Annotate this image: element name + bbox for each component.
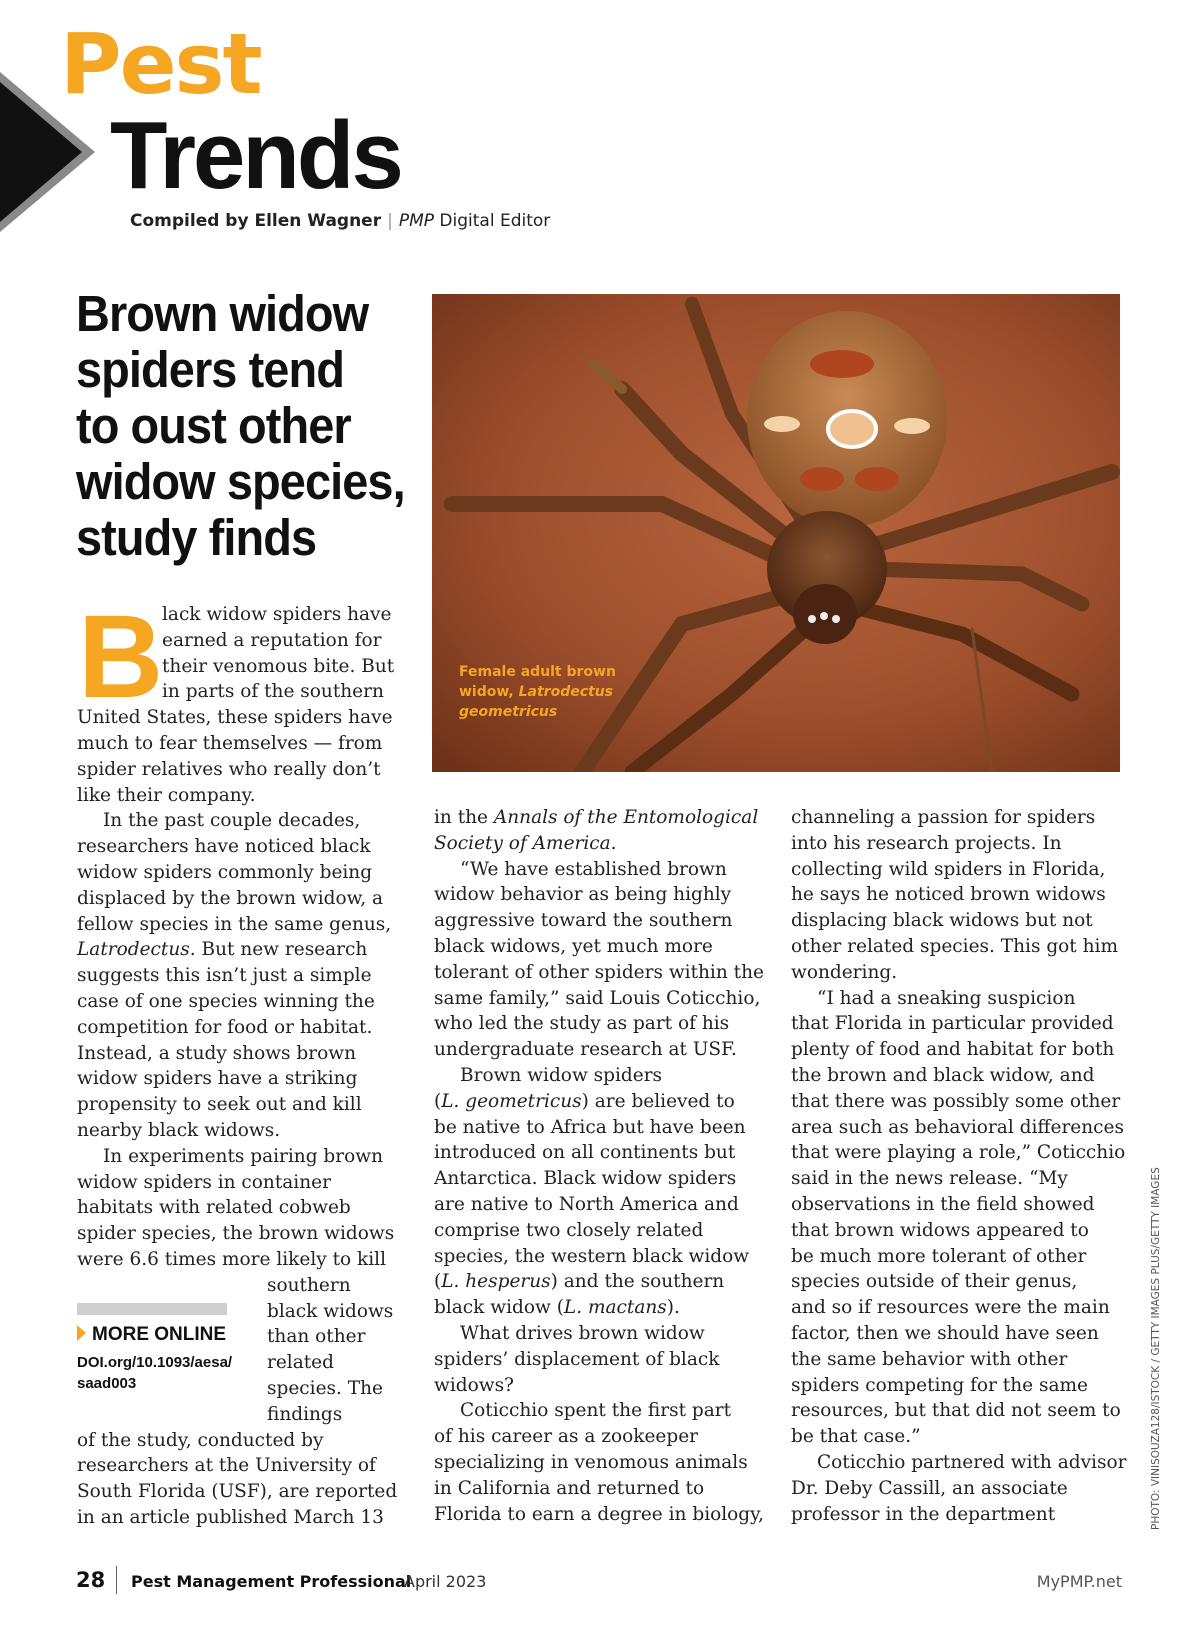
body-text-line: black widows, yet much more (434, 935, 713, 957)
caption-line (459, 702, 659, 722)
body-text-line: lack widow spiders have (162, 604, 392, 625)
body-text-line: and so if resources were the main (791, 1297, 1110, 1319)
caption-species: geometricus (459, 704, 558, 720)
body-text-line: who led the study as part of his (434, 1013, 730, 1035)
body-text-line: the same behavior with other (791, 1348, 1068, 1370)
more-online-label: MORE ONLINE (92, 1324, 227, 1345)
body-text-line: professor in the department (791, 1503, 1056, 1525)
body-text-line: spiders’ displacement of black (434, 1348, 720, 1370)
body-text-line: much to fear themselves — from (77, 732, 383, 754)
more-online-link-line[interactable]: saad003 (77, 1375, 137, 1392)
body-text-line: that Florida in particular provided (791, 1013, 1114, 1035)
headline-line: Brown widow (76, 285, 369, 342)
body-text-line: Society of America. (434, 832, 617, 854)
body-text-line: displacing black widows but not (791, 910, 1093, 932)
body-text-line: suggests this isn’t just a simple (77, 965, 372, 987)
body-text-line: than other (267, 1326, 366, 1348)
body-text-line: South Florida (USF), are reported (77, 1481, 398, 1503)
byline (130, 211, 550, 231)
body-text-line: propensity to seek out and kill (77, 1094, 362, 1116)
body-column-2 (434, 805, 774, 1527)
drop-cap: B (78, 591, 164, 723)
body-text-line: into his research projects. In (791, 832, 1062, 854)
body-text-line: said in the news release. “My (791, 1168, 1068, 1190)
body-text-line: findings (267, 1403, 343, 1425)
website-link[interactable]: MyPMP.net (1036, 1572, 1122, 1591)
body-text-line: be much more tolerant of other (791, 1245, 1087, 1267)
body-text-line: habitats with related cobweb (77, 1197, 351, 1219)
body-text-line: In experiments pairing brown (103, 1145, 384, 1167)
body-text-line: spider species, the brown widows (77, 1223, 395, 1245)
section-kicker-pest: Pest (60, 15, 261, 113)
body-text-line: researchers have noticed black (77, 836, 371, 858)
headline-line: widow species, (76, 453, 405, 510)
body-text-line: their venomous bite. But (162, 655, 395, 677)
photo-caption (459, 662, 659, 722)
body-text-line: (L. hesperus) and the southern (434, 1271, 725, 1293)
body-text-line: Coticchio spent the first part (460, 1400, 732, 1422)
caption-text: widow, (459, 684, 519, 700)
more-online-link[interactable] (77, 1352, 257, 1394)
body-text-line: channeling a passion for spiders (791, 807, 1096, 828)
caption-line: Female adult brown (459, 664, 616, 680)
body-text-line: competition for food or habitat. (77, 1016, 373, 1038)
body-text-line: “I had a sneaking suspicion (817, 987, 1076, 1009)
body-column-3 (791, 805, 1131, 1527)
body-text-line: in California and returned to (434, 1477, 705, 1499)
headline-line: to oust other (76, 397, 351, 454)
body-text-line: were 6.6 times more likely to kill (77, 1248, 386, 1270)
body-text-line: related (267, 1352, 334, 1374)
body-text-line: factor, then we should have seen (791, 1322, 1099, 1344)
body-text-line: black widow (L. mactans). (434, 1297, 680, 1319)
body-text-line: case of one species winning the (77, 990, 375, 1012)
body-text-line: area such as behavioral differences (791, 1116, 1124, 1138)
body-text-line: that brown widows appeared to (791, 1219, 1089, 1241)
body-text-line: Dr. Deby Cassill, an associate (791, 1477, 1068, 1499)
body-text-line: black widows (267, 1300, 394, 1322)
page-number: 28 (76, 1568, 106, 1592)
body-text-line: comprise two closely related (434, 1219, 704, 1241)
body-text-line: United States, these spiders have (77, 707, 393, 729)
byline-name: Compiled by Ellen Wagner (130, 211, 382, 231)
body-text-line: Florida to earn a degree in biology, (434, 1503, 765, 1525)
body-text-line: undergraduate research at USF. (434, 1039, 737, 1061)
photo-credit: PHOTO: VINISOUZA128/ISTOCK / GETTY IMAGES PLUS/GETTY IMAGES (1150, 1167, 1162, 1530)
body-text-line: species. The (267, 1377, 383, 1399)
body-text-line: same family,” said Louis Coticchio, (434, 987, 761, 1009)
issue-date: April 2023 (404, 1572, 487, 1591)
body-text-line: in parts of the southern (162, 681, 384, 703)
body-text-line: tolerant of other spiders within the (434, 961, 764, 983)
byline-pub: PMP (398, 211, 435, 231)
body-text-line: aggressive toward the southern (434, 910, 733, 932)
body-text-line: like their company. (77, 784, 256, 806)
headline-line: spiders tend (76, 341, 344, 398)
body-text-line: that there was possibly some other (791, 1090, 1121, 1112)
body-text-line: of his career as a zookeeper (434, 1426, 699, 1448)
body-text-line: the brown and black widow, and (791, 1064, 1095, 1086)
byline-separator: | (387, 211, 393, 231)
body-text-line: In the past couple decades, (103, 810, 361, 832)
body-text-line: species outside of their genus, (791, 1271, 1078, 1293)
body-text-line: What drives brown widow (460, 1322, 705, 1344)
body-text-line: displaced by the brown widow, a (77, 887, 384, 909)
body-text-line: southern (267, 1274, 351, 1296)
body-text-line: collecting wild spiders in Florida, (791, 858, 1106, 880)
body-text-line: widow spiders in container (77, 1171, 331, 1193)
play-arrow-icon (77, 1325, 86, 1341)
body-text-line: be that case.” (791, 1426, 921, 1448)
section-kicker-trends: Trends (110, 102, 401, 209)
body-text-line: Brown widow spiders (460, 1064, 663, 1086)
body-text-line: Latrodectus. But new research (77, 939, 368, 961)
body-text-line: nearby black widows. (77, 1119, 281, 1141)
body-text-line: widow spiders have a striking (77, 1068, 358, 1090)
article-headline (76, 285, 405, 566)
body-text-line: Instead, a study shows brown (77, 1042, 356, 1064)
body-text-line: specializing in venomous animals (434, 1451, 748, 1473)
publication-name: Pest Management Professional (131, 1572, 412, 1591)
body-text-line: observations in the field showed (791, 1193, 1095, 1215)
body-text-line: Coticchio partnered with advisor (817, 1451, 1127, 1473)
more-online-link-line[interactable]: DOI.org/10.1093/aesa/ (77, 1354, 233, 1371)
footer-divider (116, 1566, 117, 1594)
more-online-rule (77, 1303, 227, 1315)
body-text-line: (L. geometricus) are believed to (434, 1090, 735, 1112)
body-text-line: of the study, conducted by (77, 1429, 324, 1451)
more-online-heading (77, 1324, 226, 1346)
byline-role: Digital Editor (434, 211, 551, 231)
body-text-line: species, the western black widow (434, 1245, 750, 1267)
page-footer (76, 1566, 1122, 1600)
body-text-line: other related species. This got him (791, 935, 1118, 957)
caption-species: Latrodectus (518, 684, 613, 700)
body-text-line: widow behavior as being highly (434, 884, 732, 906)
body-text-line: spiders competing for the same (791, 1374, 1088, 1396)
caption-line (459, 682, 659, 702)
body-text-line: are native to North America and (434, 1193, 739, 1215)
body-text-line: be native to Africa but have been (434, 1116, 746, 1138)
body-text-line: Antarctica. Black widow spiders (434, 1168, 737, 1190)
body-text-line: spider relatives who really don’t (77, 758, 381, 780)
body-text-line: introduced on all continents but (434, 1142, 736, 1164)
body-text-line: widow spiders commonly being (77, 861, 373, 883)
body-text-line: researchers at the University of (77, 1455, 376, 1477)
headline-line: study finds (76, 509, 317, 566)
body-text-line: wondering. (791, 961, 898, 983)
body-text-line: in the Annals of the Entomological (434, 807, 759, 828)
body-text-line: “We have established brown (460, 858, 727, 880)
body-text-line: widows? (434, 1374, 514, 1396)
body-text-line: that were playing a role,” Coticchio (791, 1142, 1126, 1164)
body-text-line: in an article published March 13 (77, 1506, 384, 1528)
body-text-line: he says he noticed brown widows (791, 884, 1106, 906)
body-text-line: resources, but that did not seem to (791, 1400, 1121, 1422)
body-text-line: fellow species in the same genus, (77, 913, 392, 935)
body-text-line: plenty of food and habitat for both (791, 1039, 1115, 1061)
body-text-line: earned a reputation for (162, 629, 382, 651)
